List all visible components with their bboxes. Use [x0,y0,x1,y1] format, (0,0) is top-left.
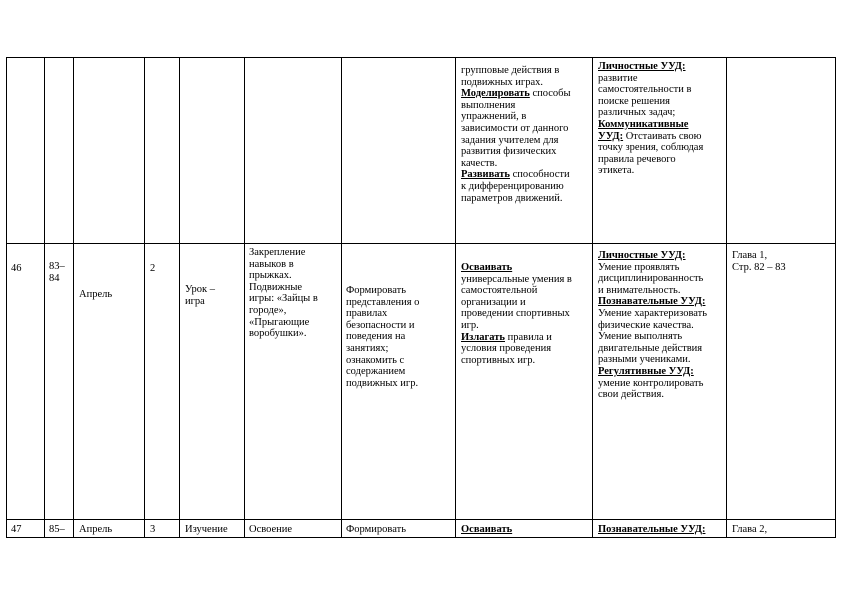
text-line [461,320,572,332]
text-line: ознакомить с [346,354,405,366]
table-border-right [835,57,836,538]
month-cell: Апрель [79,289,113,300]
text-line [598,142,703,154]
reference-cell: Глава 2, [732,524,768,535]
text-line [461,262,572,274]
lesson-numbers [49,261,65,284]
text-line [598,73,703,85]
text-line [461,111,571,123]
bold-term: Познавательные УУД: [598,296,706,308]
column-divider [455,57,456,538]
bold-term: Регулятивные УУД: [598,365,694,377]
text-line: навыков в [249,258,294,270]
text-line [461,77,571,89]
text-line [461,181,571,193]
text-run: способы [529,88,571,100]
text-run: к дифференцированию [461,180,564,192]
text-run: точку зрения, соблюдая [598,142,704,154]
text-line [598,273,707,285]
text-line [598,61,703,73]
bold-term: Излагать [461,331,505,343]
text-line [598,154,703,166]
text-run: поиске решения [598,95,670,107]
text-run: универсальные умения в [461,273,572,285]
text-line [598,84,703,96]
text-line [461,297,572,309]
text-line [461,65,571,77]
text-line [461,308,572,320]
text-run: Умение характеризовать [598,307,708,319]
text-line [461,274,572,286]
text-line: Подвижные [249,281,303,293]
text-line [461,332,572,344]
text-run: умение контролировать [598,377,704,389]
lesson-numbers: 85– [49,524,65,535]
text-run: самостоятельности в [598,84,692,96]
text-line [461,88,571,100]
text-line [598,296,707,308]
bold-term: Моделировать [461,88,530,100]
text-line [461,146,571,158]
row-number: 46 [11,263,22,274]
text-line [461,355,572,367]
text-run: подвижных играх. [461,76,544,88]
text-run: упражнений, в [461,111,527,123]
text-line [598,320,707,332]
text-line [461,285,572,297]
text-run: условия проведения [461,343,552,355]
column-divider [179,57,180,538]
lesson-type-line: игра [185,295,205,307]
row-number: 47 [11,524,22,535]
lesson-number-line: 83– [49,261,65,272]
goal-cell: Формировать [346,524,406,535]
text-line [598,308,707,320]
text-run: задания учителем для [461,134,559,146]
text-line: «Прыгающие [249,316,310,328]
activity-cell [461,262,572,366]
lesson-type-cell: Изучение [185,524,228,535]
text-run: двигательные действия [598,342,703,354]
text-run: спортивных игр. [461,354,536,366]
column-divider [73,57,74,538]
lesson-type-cell [185,284,215,307]
text-line: Формировать [346,285,406,296]
bold-term: Осваивать [461,262,513,273]
text-line [598,389,707,401]
text-line [598,107,703,119]
column-divider [244,57,245,538]
text-run: физические качества. [598,319,694,331]
text-line: представления о [346,296,420,308]
text-line: поведения на [346,331,406,343]
lesson-number-line: 84 [49,272,60,284]
uud-cell: Познавательные УУД: [598,524,706,535]
text-line: Закрепление [249,247,306,258]
bold-term: УУД: [598,130,624,142]
month-cell: Апрель [79,524,113,535]
text-run: и внимательность. [598,284,681,296]
text-line [598,378,707,390]
bold-term: Коммуникативные [598,118,689,130]
topic-cell [249,247,318,340]
text-run: зависимости от данного [461,122,569,134]
text-line: содержанием [346,366,406,378]
lesson-type-line: Урок – [185,284,215,295]
table-border-left [6,57,7,538]
text-line [598,119,703,131]
text-run: развития физических [461,146,557,158]
text-line [598,165,703,177]
text-line [598,96,703,108]
text-run: качеств. [461,157,498,169]
uud-cell [598,250,707,401]
column-divider [592,57,593,538]
bold-term: Личностные УУД: [598,61,686,72]
text-line [598,343,707,355]
activity-cell [461,65,571,204]
text-run: свои действия. [598,389,664,401]
text-line [598,285,707,297]
text-line: занятиях; [346,342,389,354]
text-run: игр. [461,319,479,331]
goal-cell [346,285,419,389]
text-run: этикета. [598,165,635,177]
text-run: правила и [504,331,552,343]
text-line [598,366,707,378]
reference-line: Глава 1, [732,250,768,261]
column-divider [726,57,727,538]
text-line: безопасности и [346,319,415,331]
topic-cell: Освоение [249,524,293,535]
text-run: разными учениками. [598,354,691,366]
text-run: проведении спортивных [461,308,570,320]
text-line [461,123,571,135]
text-run: Умение выполнять [598,331,683,343]
text-run: параметров движений. [461,192,563,204]
bold-term: Личностные УУД: [598,250,686,261]
uud-cell [598,61,703,177]
text-run: различных задач; [598,107,676,119]
text-line: игры: «Зайцы в [249,293,318,305]
column-divider [144,57,145,538]
text-run: групповые действия в [461,65,560,76]
text-line: городе», [249,304,287,316]
activity-cell: Осваивать [461,524,513,535]
row-divider [6,243,836,244]
text-line [461,343,572,355]
table-border-top [6,57,836,58]
reference-line: Стр. 82 – 83 [732,261,786,273]
text-line [598,250,707,262]
text-line [598,331,707,343]
bold-term: Развивать [461,169,510,181]
text-line [461,169,571,181]
column-divider [341,57,342,538]
column-divider [44,57,45,538]
text-line [461,100,571,112]
text-line: подвижных игр. [346,377,419,389]
text-line: прыжках. [249,270,292,282]
text-line [598,262,707,274]
table-border-bottom [6,537,836,538]
text-line [461,135,571,147]
text-run: дисциплинированность [598,273,704,285]
text-run: организации и [461,296,526,308]
week-cell: 3 [150,524,156,535]
text-line [461,158,571,170]
text-run: правила речевого [598,153,676,165]
text-line [598,354,707,366]
text-line [461,193,571,205]
text-run: Умение проявлять [598,261,680,273]
text-run: способности [509,169,570,181]
reference-cell [732,250,786,273]
text-line: воробушки». [249,328,307,340]
row-divider [6,519,836,520]
text-line [598,131,703,143]
text-line: правилах [346,308,388,320]
week-cell: 2 [150,263,156,274]
text-run: самостоятельной [461,285,538,297]
text-run: развитие [598,72,638,84]
text-run: выполнения [461,99,516,111]
text-run: Отстаивать свою [623,130,702,142]
